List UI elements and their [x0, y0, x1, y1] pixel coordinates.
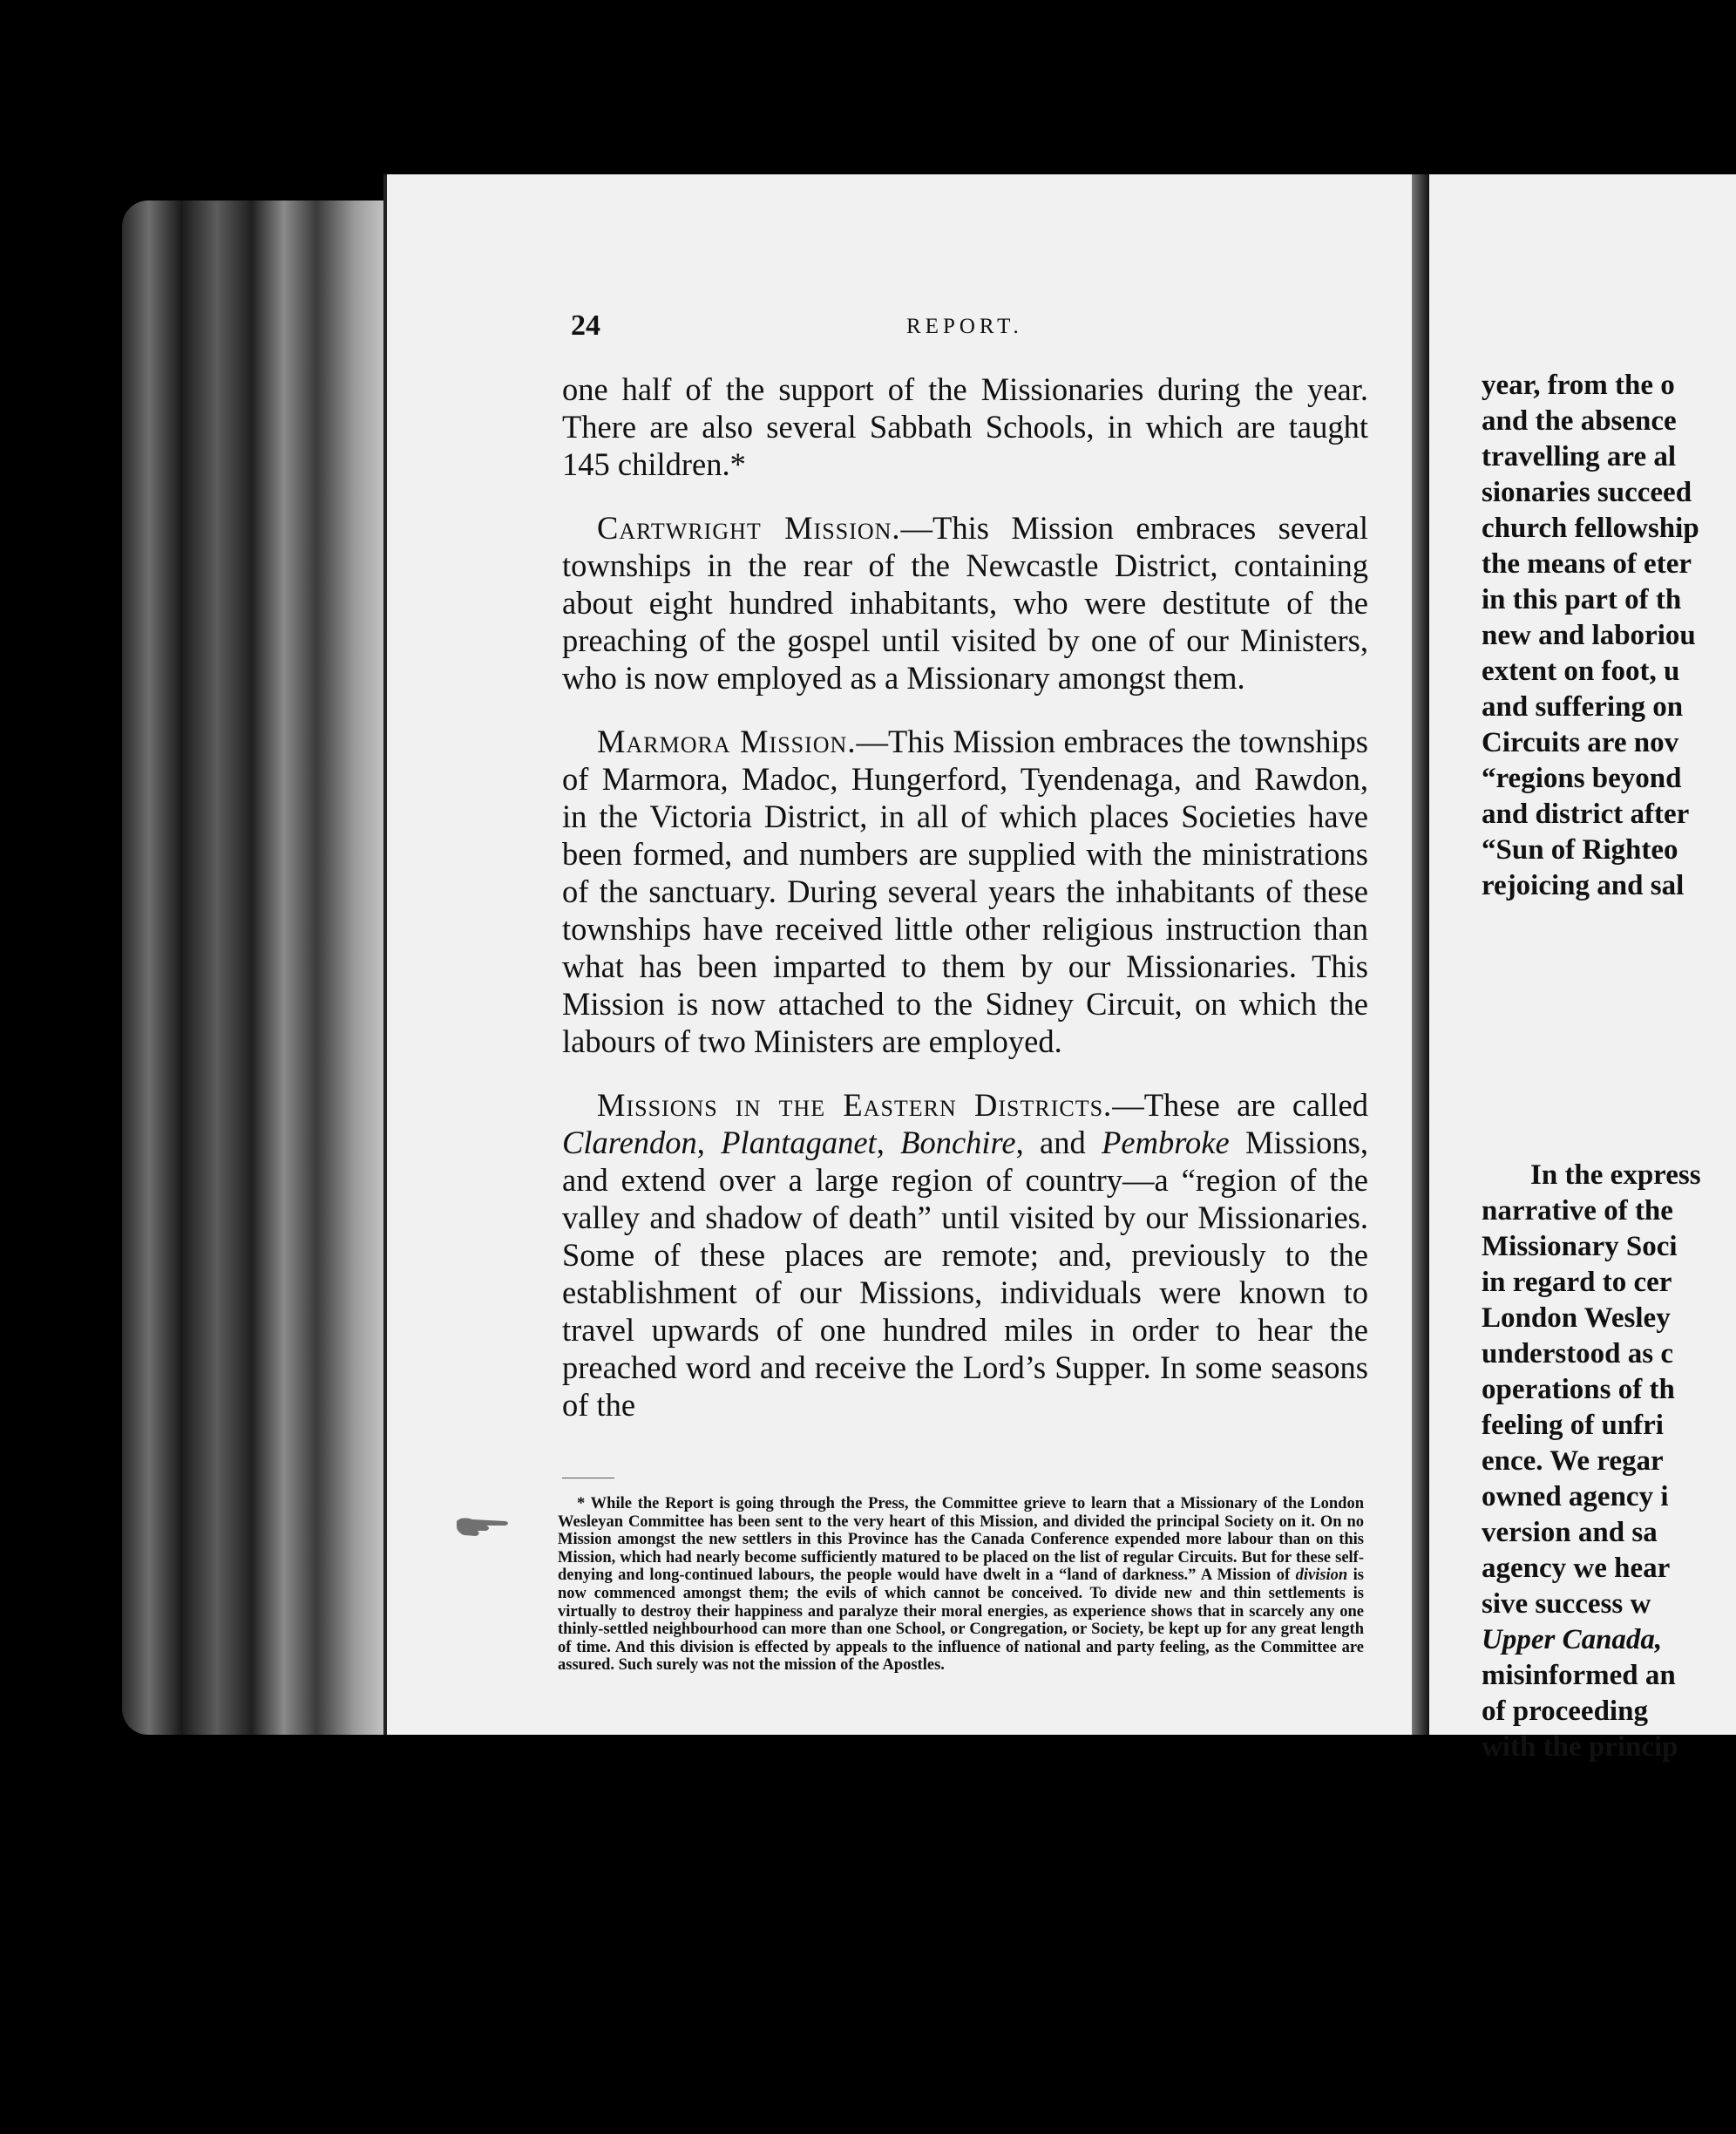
right-line: in regard to cer	[1482, 1267, 1672, 1298]
marmora-heading: Marmora Mission.	[597, 724, 857, 759]
main-text-body	[562, 370, 1368, 1450]
right-line: of proceeding	[1482, 1696, 1648, 1727]
footnote-text-a: * While the Report is going through the Press, the Committee grieve to learn that a Missionary of the London Wesleyan Committee has been sent to the very heart of this Mission, and divided the principal Society on it. On no Mission amongst the new settlers in this Province has the Canada Conference expended more labour than on this Mission, which had nearly become sufficiently matured to be placed on the list of regular Circuits. But for these self-denying and long-continued labours, the people would have dwelt in a “land of darkness.” A Mission of	[558, 1495, 1364, 1585]
right-line: sionaries succeed	[1482, 477, 1692, 508]
book-fore-edge	[122, 200, 392, 1735]
cartwright-body: —This Mission embraces several townships in the rear of the Newcastle District, containing about eight hundred inhabitants, who were destitute of the preaching of the gospel until visited by one of our Ministers, who is now employed as a Missionary amongst them.	[562, 510, 1368, 696]
footnote	[558, 1495, 1364, 1675]
page-header	[571, 309, 1355, 353]
right-page-bottom-text	[1482, 1158, 1736, 1765]
right-line: London Wesley	[1482, 1302, 1671, 1334]
right-line: narrative of the	[1482, 1195, 1673, 1227]
eastern-text-b: ,	[696, 1125, 722, 1160]
right-line: operations of th	[1482, 1374, 1675, 1405]
plantaganet-name: Plantaganet	[721, 1125, 877, 1160]
clarendon-name: Clarendon	[562, 1125, 697, 1160]
marmora-body: —This Mission embraces the townships of Marmora, Madoc, Hungerford, Tyendenaga, and Rawdon, in the Victoria District, in all of which places Societies have been formed, and numbers are supplied with the ministrations of the sanctuary. During several years the inhabitants of these townships have received little other religious instruction than what has been imparted to them by our Missionaries. This Mission is now attached to the Sidney Circuit, on which the labours of two Ministers are employed.	[562, 724, 1368, 1059]
paragraph-marmora-mission	[562, 723, 1368, 1060]
eastern-text-c: ,	[876, 1125, 901, 1160]
page-number: 24	[571, 309, 600, 342]
right-line: in this part of th	[1482, 584, 1682, 615]
pembroke-name: Pembroke	[1102, 1125, 1230, 1160]
running-head: REPORT.	[906, 315, 1023, 338]
right-line: rejoicing and sal	[1482, 870, 1685, 901]
right-line: “Sun of Righteo	[1482, 834, 1678, 866]
right-line: ence. We regar	[1482, 1445, 1664, 1477]
eastern-districts-heading: Missions in the Eastern Districts.	[597, 1087, 1113, 1123]
right-line: travelling are al	[1482, 441, 1677, 472]
right-line: misinformed an	[1482, 1660, 1676, 1691]
paragraph-cartwright-mission	[562, 509, 1368, 697]
paragraph-support: one half of the support of the Missionaries during the year. There are also several Sabbath Schools, in which are taught 145 children.*	[562, 371, 1368, 482]
right-line: church fellowship	[1482, 513, 1699, 544]
right-line: new and laboriou	[1482, 620, 1696, 651]
right-line: and suffering on	[1482, 691, 1684, 723]
right-line: Circuits are nov	[1482, 727, 1679, 758]
right-line: agency we hear	[1482, 1553, 1671, 1584]
footnote-italic-division: division	[1295, 1567, 1348, 1585]
right-line: owned agency i	[1482, 1481, 1669, 1512]
right-line: “regions beyond	[1482, 763, 1682, 794]
right-line: Missionary Soci	[1482, 1231, 1678, 1262]
pointing-hand-icon	[453, 1512, 514, 1539]
bonchire-name: Bonchire	[900, 1125, 1016, 1160]
cartwright-heading: Cartwright Mission.	[597, 510, 901, 546]
right-line: with the princip	[1482, 1731, 1678, 1763]
eastern-text-d: , and	[1015, 1125, 1102, 1160]
right-line: Upper Canada,	[1482, 1624, 1663, 1655]
footnote-text-b: is now commenced amongst them; the evils of which cannot be conceived. To divide new and thin settlements is virtually to destroy their happiness and paralyze their moral energies, as experience shows that in scarcely any one thinly-settled neighbourhood can more than one School, or Congregation, or Society, be kept up for any great length of time. And this division is effected by appeals to the influence of national and party feeling, as the Committee are assured. Such surely was not the mission of the Apostles.	[558, 1567, 1364, 1675]
right-line: feeling of unfri	[1482, 1410, 1664, 1441]
right-line: year, from the o	[1482, 370, 1675, 401]
eastern-text-a: —These are called	[1112, 1087, 1368, 1123]
right-line: the means of eter	[1482, 548, 1692, 580]
book-gutter	[1412, 174, 1429, 1735]
right-line: In the express	[1530, 1159, 1701, 1191]
right-line: and the absence	[1482, 405, 1677, 437]
paragraph-eastern-districts	[562, 1086, 1368, 1424]
right-page-top-text	[1482, 368, 1736, 904]
right-line: understood as c	[1482, 1338, 1674, 1369]
right-line: and district after	[1482, 799, 1690, 830]
right-line: extent on foot, u	[1482, 656, 1680, 687]
eastern-text-e: Missions, and extend over a large region of country—a “region of the valley and shadow of death” until visited by our Missionaries. Some of these places are remote; and, previously to the establishment of our Missions, individuals were known to travel upwards of one hundred miles in order to hear the preached word and receive the Lord’s Supper. In some seasons of the	[562, 1125, 1369, 1423]
right-line: version and sa	[1482, 1517, 1658, 1548]
right-line: sive success w	[1482, 1588, 1651, 1620]
